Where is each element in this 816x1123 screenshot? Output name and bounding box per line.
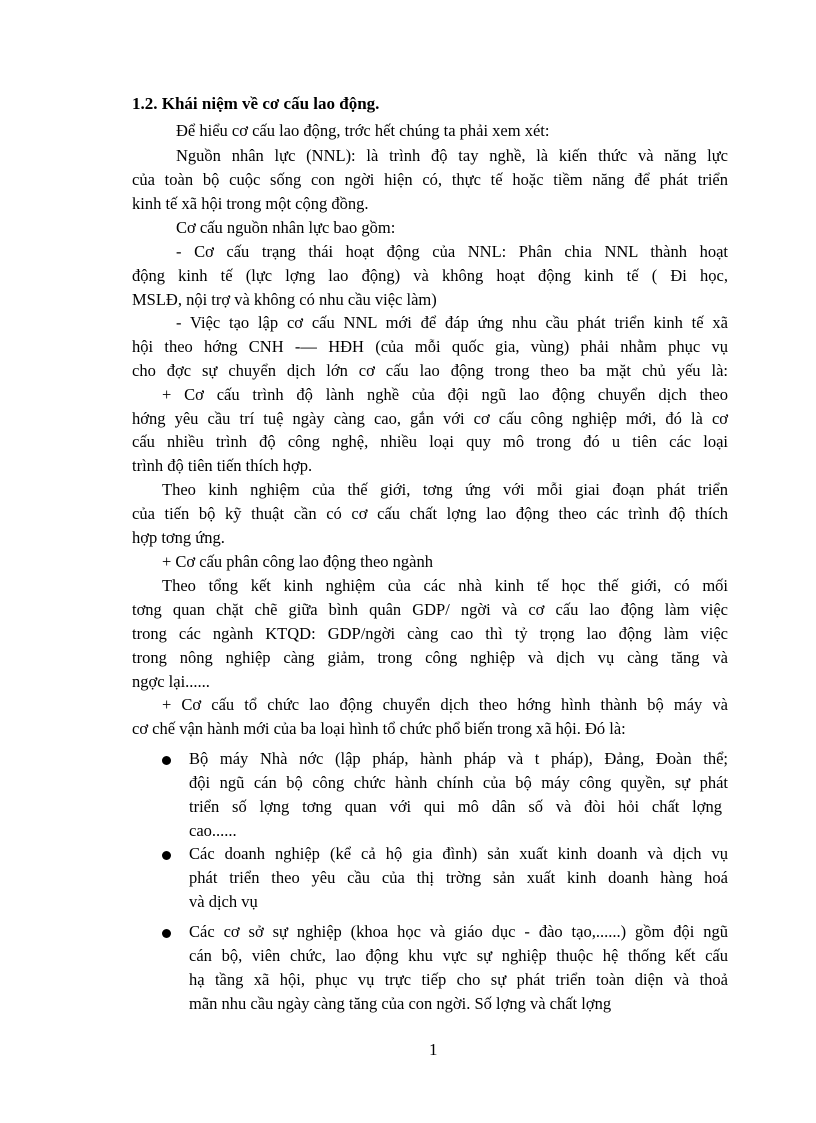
paragraph-line: động kinh tế (lực lợng lao động) và không hoạt động kinh tế ( Đi học, [132,266,728,285]
bullet-icon [162,929,171,938]
paragraph-line: cơ chế vận hành mới của ba loại hình tổ chức phổ biến trong xã hội. Đó là: [132,719,626,738]
paragraph-line: Cơ cấu nguồn nhân lực bao gồm: [176,218,396,237]
paragraph-line: MSLĐ, nội trợ và không có nhu cầu việc làm) [132,290,437,309]
paragraph-line: hợp tơng ứng. [132,528,225,547]
paragraph-line: + Cơ cấu phân công lao động theo ngành [162,552,433,571]
bullet-line: hạ tầng xã hội, phục vụ trực tiếp cho sự phát triển toàn diện và thoả [189,970,728,989]
paragraph-line: cấu nhiều trình độ công nghệ, nhiều loại quy mô trong đó u tiên các loại [132,432,728,451]
paragraph-line: hớng yêu cầu trí tuệ ngày càng cao, gắn với cơ cấu công nghiệp mới, đó là cơ [132,409,728,428]
bullet-line: triển số lợng tơng quan với qui mô dân số và đòi hỏi chất lợng [189,797,722,816]
paragraph-line: trong nông nghiệp càng giảm, trong công nghiệp và dịch vụ càng tăng và [132,648,728,667]
bullet-line: Các doanh nghiệp (kể cả hộ gia đình) sản xuất kinh doanh và dịch vụ [189,844,728,863]
paragraph-line: - Việc tạo lập cơ cấu NNL mới để đáp ứng nhu cầu phát triển kinh tế xã [176,313,728,332]
paragraph-line: trong các ngành KTQD: GDP/ngời càng cao thì tỷ trọng lao động làm việc [132,624,728,643]
paragraph-line: của tiến bộ kỹ thuật cần có cơ cấu chất lợng lao động theo các trình độ thích [132,504,728,523]
bullet-line: Bộ máy Nhà nớc (lập pháp, hành pháp và t pháp), Đảng, Đoàn thể; [189,749,728,768]
paragraph-line: Theo tổng kết kinh nghiệm của các nhà kinh tế học thế giới, có mối [162,576,728,595]
bullet-line: phát triển theo yêu cầu của thị trờng sản xuất kinh doanh hàng hoá [189,868,728,887]
section-heading: 1.2. Khái niệm về cơ cấu lao động. [132,94,380,113]
paragraph-line: + Cơ cấu trình độ lành nghề của đội ngũ lao động chuyển dịch theo [162,385,728,404]
paragraph-line: của toàn bộ cuộc sống con ngời hiện có, thực tế hoặc tiềm năng để phát triển [132,170,728,189]
bullet-line: Các cơ sở sự nghiệp (khoa học và giáo dục - đào tạo,......) gồm đội ngũ [189,922,728,941]
paragraph-line: Theo kinh nghiệm của thế giới, tơng ứng với mỗi giai đoạn phát triển [162,480,728,499]
paragraph-line: + Cơ cấu tổ chức lao động chuyển dịch theo hớng hình thành bộ máy và [162,695,728,714]
bullet-icon [162,851,171,860]
paragraph-line: hội theo hớng CNH -— HĐH (của mỗi quốc gia, vùng) phải nhằm phục vụ [132,337,728,356]
bullet-icon [162,756,171,765]
page-number: 1 [429,1040,438,1059]
paragraph-line: ngợc lại...... [132,672,210,691]
paragraph-line: cho đợc sự chuyển dịch lớn cơ cấu lao động trong theo ba mặt chủ yếu là: [132,361,728,380]
paragraph-line: Nguồn nhân lực (NNL): là trình độ tay nghề, là kiến thức và năng lực [176,146,728,165]
bullet-line: cao...... [189,821,237,840]
paragraph-line: - Cơ cấu trạng thái hoạt động của NNL: Phân chia NNL thành hoạt [176,242,728,261]
bullet-line: và dịch vụ [189,892,258,911]
paragraph-line: tơng quan chặt chẽ giữa bình quân GDP/ ngời và cơ cấu lao động làm việc [132,600,728,619]
bullet-line: đội ngũ cán bộ công chức hành chính của bộ máy công quyền, sự phát [189,773,728,792]
paragraph-line: kinh tế xã hội trong một cộng đồng. [132,194,369,213]
paragraph-line: Để hiểu cơ cấu lao động, trớc hết chúng ta phải xem xét: [176,121,550,140]
bullet-line: mãn nhu cầu ngày càng tăng của con ngời. Số lợng và chất lợng [189,994,612,1013]
bullet-line: cán bộ, viên chức, lao động khu vực sự nghiệp thuộc hệ thống kết cấu [189,946,728,965]
paragraph-line: trình độ tiên tiến thích hợp. [132,456,313,475]
